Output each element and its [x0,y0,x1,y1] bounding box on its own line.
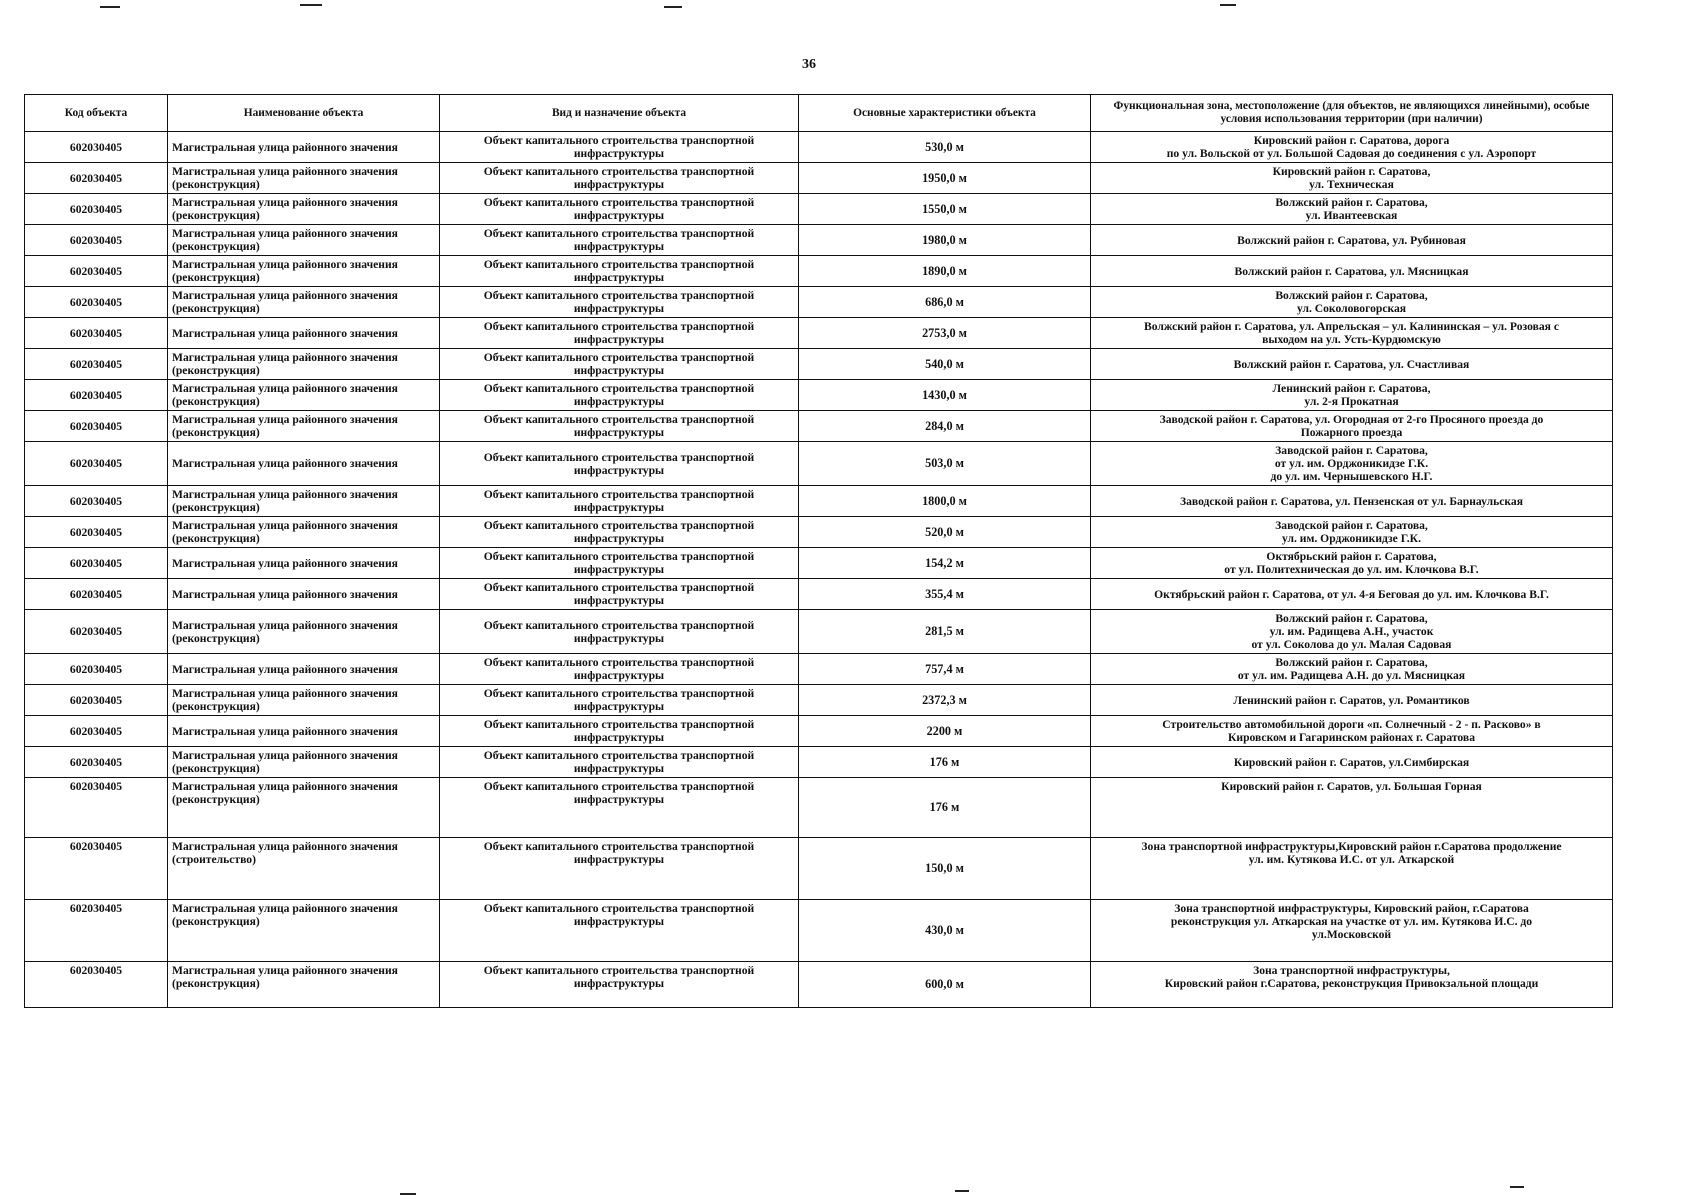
object-characteristics-cell: 1550,0 м [799,194,1091,225]
table-row [25,132,1613,163]
object-code-cell: 602030405 [25,716,168,747]
object-name-cell: Магистральная улица районного значения (реконструкция) [168,411,440,442]
object-location-cell [1091,654,1613,685]
table-row [25,256,1613,287]
object-type-cell: Объект капитального строительства транспортной инфраструктуры [440,486,799,517]
table-row [25,163,1613,194]
object-name-cell: Магистральная улица районного значения [168,548,440,579]
location-line: Волжский район г. Саратова, ул. Счастливая [1233,357,1470,371]
object-location-cell [1091,548,1613,579]
table-row [25,747,1613,778]
object-name-cell: Магистральная улица районного значения (реконструкция) [168,287,440,318]
object-code-cell: 602030405 [25,548,168,579]
location-line: выходом на ул. Усть-Курдюмскую [1262,333,1441,346]
table-row [25,778,1613,838]
object-characteristics-cell: 520,0 м [799,517,1091,548]
table-row [25,442,1613,486]
object-type-cell: Объект капитального строительства транспортной инфраструктуры [440,962,799,1008]
location-line: до ул. им. Чернышевского Н.Г. [1270,470,1433,483]
location-line: Волжский район г. Саратова, ул. Рубиновая [1237,233,1466,247]
object-code-cell: 602030405 [25,380,168,411]
object-type-cell: Объект капитального строительства транспортной инфраструктуры [440,838,799,900]
object-code-cell: 602030405 [25,287,168,318]
object-code-cell: 602030405 [25,442,168,486]
location-line: Ленинский район г. Саратов, ул. Романтиков [1233,693,1470,707]
object-characteristics-cell: 757,4 м [799,654,1091,685]
object-code-cell: 602030405 [25,654,168,685]
object-type-cell: Объект капитального строительства транспортной инфраструктуры [440,132,799,163]
object-name-cell: Магистральная улица районного значения (реконструкция) [168,610,440,654]
table-header-row [25,95,1613,132]
object-name-cell: Магистральная улица районного значения (реконструкция) [168,778,440,838]
location-line: Заводской район г. Саратова, [1275,444,1428,457]
object-characteristics-cell: 1890,0 м [799,256,1091,287]
object-characteristics-cell: 355,4 м [799,579,1091,610]
table-row [25,194,1613,225]
location-line: Заводской район г. Саратова, [1275,519,1428,532]
location-line: Зона транспортной инфраструктуры,Кировский район г.Саратова продолжение [1141,840,1562,853]
object-location-cell [1091,962,1613,1008]
table-row [25,962,1613,1008]
object-code-cell: 602030405 [25,256,168,287]
table-row [25,287,1613,318]
object-code-cell: 602030405 [25,225,168,256]
object-name-cell: Магистральная улица районного значения (реконструкция) [168,685,440,716]
object-type-cell: Объект капитального строительства транспортной инфраструктуры [440,225,799,256]
location-line: Зона транспортной инфраструктуры, Кировский район, г.Саратова [1174,902,1529,915]
scan-mark [1220,4,1236,6]
object-characteristics-cell: 686,0 м [799,287,1091,318]
object-type-cell: Объект капитального строительства транспортной инфраструктуры [440,548,799,579]
table-row [25,225,1613,256]
object-code-cell: 602030405 [25,411,168,442]
object-characteristics-cell: 1980,0 м [799,225,1091,256]
object-name-cell: Магистральная улица районного значения [168,716,440,747]
object-name-cell: Магистральная улица районного значения (реконструкция) [168,486,440,517]
location-line: ул. Соколовогорская [1296,302,1407,315]
scan-mark [664,6,682,8]
scan-mark [955,1190,969,1192]
location-line: Кировский район г. Саратова, дорога [1253,134,1450,147]
object-location-cell [1091,716,1613,747]
object-type-cell: Объект капитального строительства транспортной инфраструктуры [440,380,799,411]
page-number: 36 [802,57,816,72]
objects-table [24,94,1613,1008]
header-characteristics: Основные характеристики объекта [799,95,1091,132]
object-code-cell: 602030405 [25,194,168,225]
location-line: от ул. им. Орджоникидзе Г.К. [1274,457,1429,470]
object-code-cell: 602030405 [25,132,168,163]
location-line: Октябрьский район г. Саратова, [1266,550,1437,563]
location-line: Зона транспортной инфраструктуры, [1253,964,1450,977]
object-type-cell: Объект капитального строительства транспортной инфраструктуры [440,256,799,287]
object-characteristics-cell: 1950,0 м [799,163,1091,194]
object-code-cell: 602030405 [25,318,168,349]
object-name-cell: Магистральная улица районного значения [168,442,440,486]
scan-mark [1510,1186,1524,1188]
location-line: Волжский район г. Саратова, ул. Мясницкая [1234,264,1469,278]
object-code-cell: 602030405 [25,517,168,548]
table-row [25,548,1613,579]
location-line: ул. им. Орджоникидзе Г.К. [1282,532,1421,545]
object-type-cell: Объект капитального строительства транспортной инфраструктуры [440,517,799,548]
object-code-cell: 602030405 [25,349,168,380]
location-line: Волжский район г. Саратова, [1275,656,1428,669]
location-line: Заводской район г. Саратова, ул. Пензенская от ул. Барнаульская [1179,494,1523,508]
object-location-cell [1091,194,1613,225]
location-line: Строительство автомобильной дороги «п. Солнечный - 2 - п. Расково» в [1162,718,1541,731]
object-characteristics-cell: 150,0 м [799,838,1091,900]
location-line: Пожарного проезда [1300,426,1403,439]
object-type-cell: Объект капитального строительства транспортной инфраструктуры [440,579,799,610]
location-line: реконструкция ул. Аткарская на участке от ул. им. Кутякова И.С. до [1170,915,1533,928]
location-line: Заводской район г. Саратова, ул. Огородная от 2-го Просяного проезда до [1159,413,1544,426]
object-location-cell [1091,442,1613,486]
object-type-cell: Объект капитального строительства транспортной инфраструктуры [440,287,799,318]
location-line: Кировском и Гагаринском районах г. Саратова [1227,731,1475,744]
object-type-cell: Объект капитального строительства транспортной инфраструктуры [440,318,799,349]
location-line: Октябрьский район г. Саратова, от ул. 4-я Беговая до ул. им. Клочкова В.Г. [1154,587,1549,601]
object-location-cell [1091,778,1613,838]
object-characteristics-cell: 1800,0 м [799,486,1091,517]
object-type-cell: Объект капитального строительства транспортной инфраструктуры [440,610,799,654]
header-type: Вид и назначение объекта [440,95,799,132]
object-location-cell [1091,486,1613,517]
object-type-cell: Объект капитального строительства транспортной инфраструктуры [440,685,799,716]
scan-mark [100,6,120,8]
object-characteristics-cell: 176 м [799,778,1091,838]
object-location-cell [1091,747,1613,778]
object-characteristics-cell: 430,0 м [799,900,1091,962]
location-line: Ленинский район г. Саратова, [1272,382,1431,395]
object-type-cell: Объект капитального строительства транспортной инфраструктуры [440,163,799,194]
object-type-cell: Объект капитального строительства транспортной инфраструктуры [440,716,799,747]
table-row [25,486,1613,517]
object-location-cell [1091,411,1613,442]
table-row [25,838,1613,900]
object-location-cell [1091,517,1613,548]
object-location-cell [1091,287,1613,318]
table-row [25,654,1613,685]
object-characteristics-cell: 154,2 м [799,548,1091,579]
object-characteristics-cell: 530,0 м [799,132,1091,163]
object-name-cell: Магистральная улица районного значения (реконструкция) [168,962,440,1008]
location-line: от ул. Политехническая до ул. им. Клочкова В.Г. [1224,563,1479,576]
header-code: Код объекта [25,95,168,132]
table-row [25,380,1613,411]
object-characteristics-cell: 281,5 м [799,610,1091,654]
object-code-cell: 602030405 [25,778,168,838]
location-line: ул. Техническая [1309,178,1394,191]
location-line: ул.Московской [1311,928,1392,941]
table-row [25,900,1613,962]
table-row [25,716,1613,747]
object-location-cell [1091,610,1613,654]
object-name-cell: Магистральная улица районного значения (реконструкция) [168,380,440,411]
scan-mark [300,4,322,6]
object-name-cell: Магистральная улица районного значения (реконструкция) [168,517,440,548]
object-characteristics-cell: 2753,0 м [799,318,1091,349]
table-row [25,411,1613,442]
location-line: по ул. Вольской от ул. Большой Садовая до соединения с ул. Аэропорт [1166,147,1537,160]
header-name: Наименование объекта [168,95,440,132]
location-line: от ул. Соколова до ул. Малая Садовая [1251,638,1452,651]
object-characteristics-cell: 540,0 м [799,349,1091,380]
object-location-cell [1091,163,1613,194]
object-type-cell: Объект капитального строительства транспортной инфраструктуры [440,411,799,442]
object-location-cell [1091,900,1613,962]
location-line: Волжский район г. Саратова, [1275,196,1428,209]
object-name-cell: Магистральная улица районного значения [168,579,440,610]
object-code-cell: 602030405 [25,838,168,900]
object-characteristics-cell: 2372,3 м [799,685,1091,716]
object-code-cell: 602030405 [25,486,168,517]
object-characteristics-cell: 600,0 м [799,962,1091,1008]
location-line: Кировский район г. Саратова, [1272,165,1431,178]
table-row [25,610,1613,654]
object-name-cell: Магистральная улица районного значения [168,318,440,349]
object-code-cell: 602030405 [25,685,168,716]
location-line: ул. Ивантеевская [1305,209,1398,222]
location-line: Волжский район г. Саратова, [1275,612,1428,625]
object-name-cell: Магистральная улица районного значения (реконструкция) [168,256,440,287]
object-location-cell [1091,579,1613,610]
location-line: Волжский район г. Саратова, [1275,289,1428,302]
object-name-cell: Магистральная улица районного значения (реконструкция) [168,163,440,194]
object-name-cell: Магистральная улица районного значения (реконструкция) [168,194,440,225]
table-row [25,517,1613,548]
object-characteristics-cell: 503,0 м [799,442,1091,486]
object-type-cell: Объект капитального строительства транспортной инфраструктуры [440,194,799,225]
object-location-cell [1091,256,1613,287]
location-line: ул. им. Радищева А.Н., участок [1269,625,1434,638]
object-characteristics-cell: 284,0 м [799,411,1091,442]
header-location: Функциональная зона, местоположение (для объектов, не являющихся линейными), особые условия использования территории (при наличии) [1091,95,1613,132]
object-name-cell: Магистральная улица районного значения [168,132,440,163]
object-location-cell [1091,380,1613,411]
table-body [25,132,1613,1008]
location-line: Кировский район г. Саратов, ул. Большая Горная [1221,780,1482,793]
object-name-cell: Магистральная улица районного значения (реконструкция) [168,900,440,962]
object-code-cell: 602030405 [25,610,168,654]
object-code-cell: 602030405 [25,962,168,1008]
object-location-cell [1091,838,1613,900]
object-name-cell: Магистральная улица районного значения (реконструкция) [168,747,440,778]
object-name-cell: Магистральная улица районного значения (реконструкция) [168,225,440,256]
object-location-cell [1091,685,1613,716]
object-name-cell: Магистральная улица районного значения (реконструкция) [168,349,440,380]
object-code-cell: 602030405 [25,900,168,962]
object-characteristics-cell: 1430,0 м [799,380,1091,411]
object-type-cell: Объект капитального строительства транспортной инфраструктуры [440,654,799,685]
table-row [25,685,1613,716]
table-row [25,579,1613,610]
scan-mark [400,1193,416,1195]
object-type-cell: Объект капитального строительства транспортной инфраструктуры [440,349,799,380]
object-code-cell: 602030405 [25,163,168,194]
object-name-cell: Магистральная улица районного значения (строительство) [168,838,440,900]
object-type-cell: Объект капитального строительства транспортной инфраструктуры [440,747,799,778]
table-row [25,318,1613,349]
object-location-cell [1091,225,1613,256]
location-line: ул. им. Кутякова И.С. от ул. Аткарской [1248,853,1455,866]
object-type-cell: Объект капитального строительства транспортной инфраструктуры [440,900,799,962]
object-type-cell: Объект капитального строительства транспортной инфраструктуры [440,442,799,486]
location-line: от ул. им. Радищева А.Н. до ул. Мясницкая [1237,669,1466,682]
object-characteristics-cell: 2200 м [799,716,1091,747]
object-characteristics-cell: 176 м [799,747,1091,778]
location-line: ул. 2-я Прокатная [1304,395,1399,408]
object-location-cell [1091,318,1613,349]
object-type-cell: Объект капитального строительства транспортной инфраструктуры [440,778,799,838]
location-line: Волжский район г. Саратова, ул. Апрельская – ул. Калининская – ул. Розовая с [1143,320,1559,333]
object-location-cell [1091,349,1613,380]
object-code-cell: 602030405 [25,579,168,610]
object-code-cell: 602030405 [25,747,168,778]
table-row [25,349,1613,380]
location-line: Кировский район г.Саратова, реконструкция Привокзальной площади [1164,977,1539,990]
object-name-cell: Магистральная улица районного значения [168,654,440,685]
object-location-cell [1091,132,1613,163]
location-line: Кировский район г. Саратов, ул.Симбирская [1233,755,1470,769]
